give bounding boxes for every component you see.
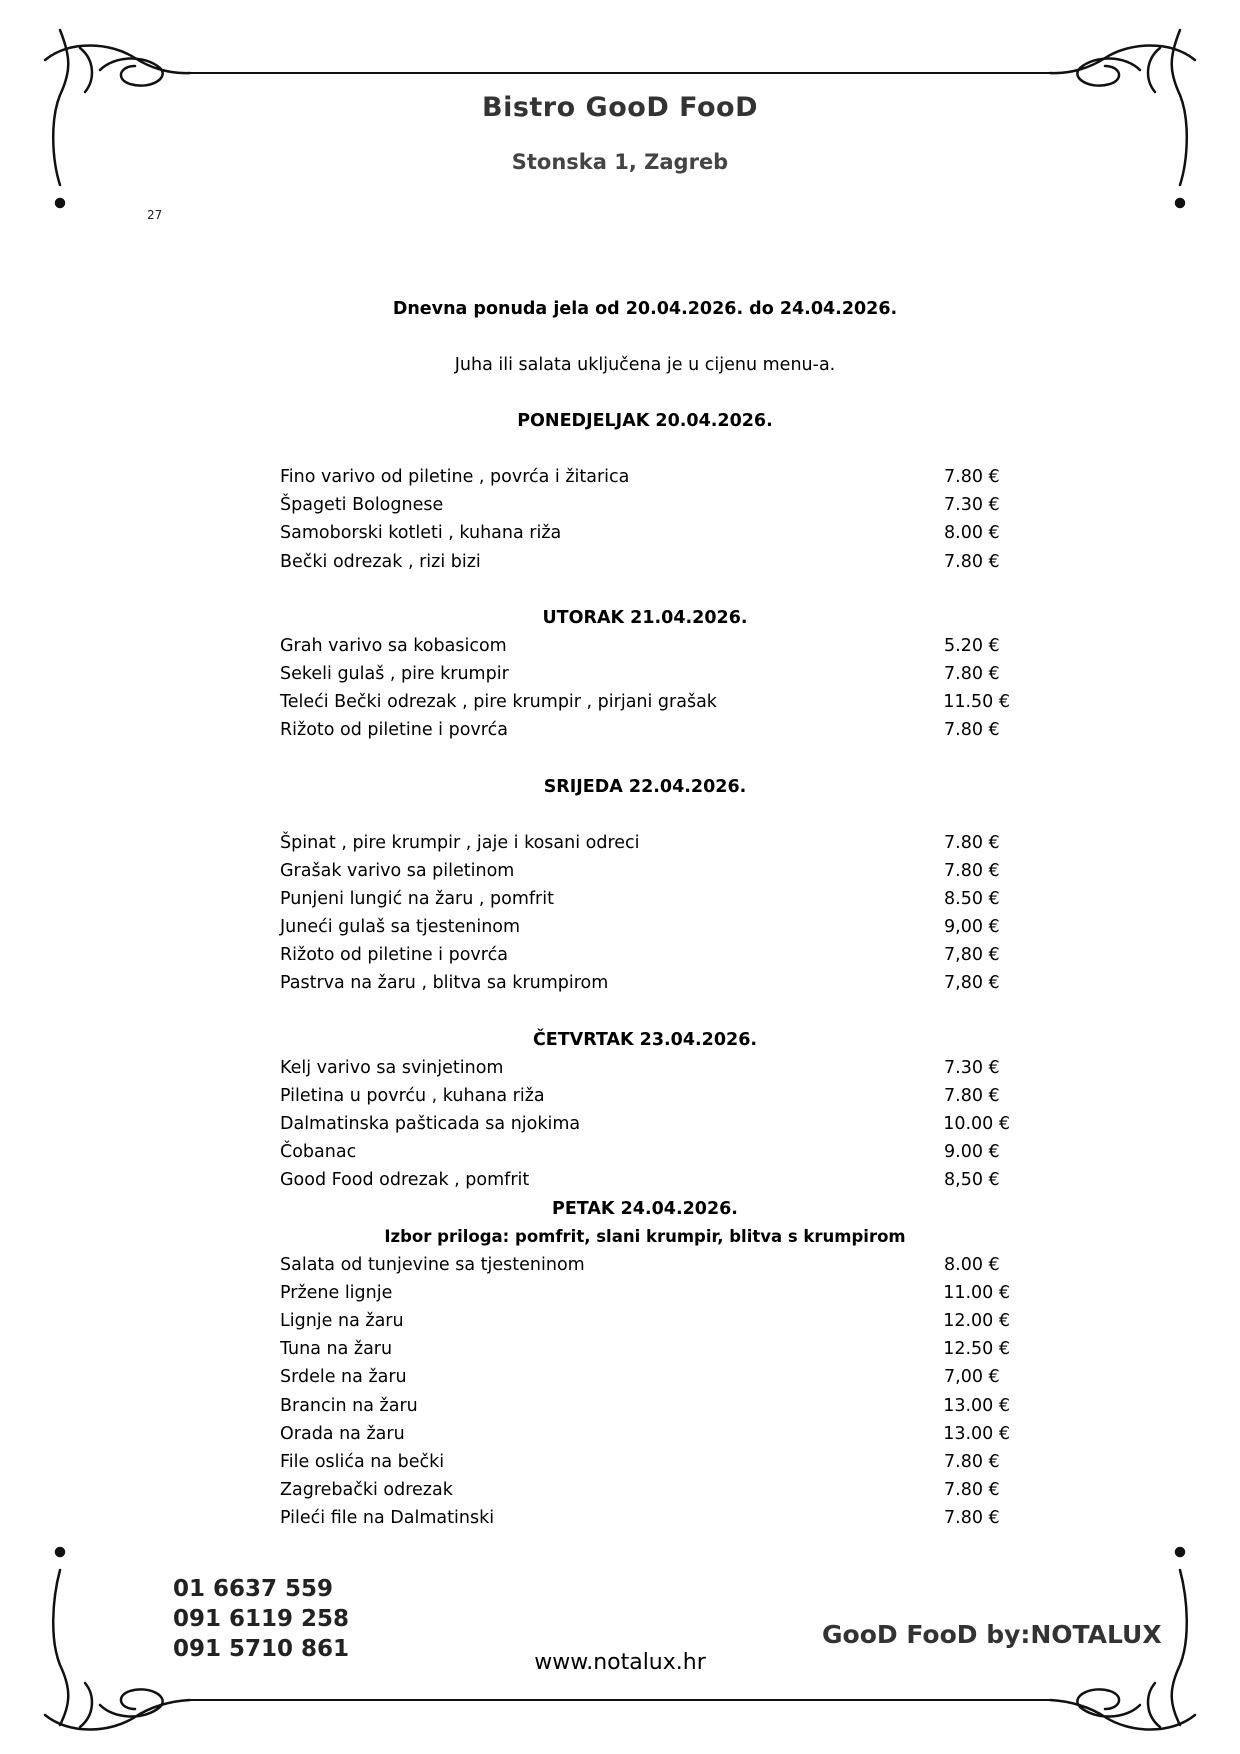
item-name: Punjeni lungić na žaru , pomfrit	[280, 888, 554, 909]
daily-menu	[280, 295, 1010, 1532]
item-price: 7.80 €	[944, 663, 1000, 684]
item-name: Pileći file na Dalmatinski	[280, 1508, 495, 1529]
page-number: 27	[147, 208, 163, 222]
phone-number[interactable]: 01 6637 559	[173, 1576, 334, 1602]
item-price: 7.80 €	[944, 1451, 1000, 1472]
item-name: Špageti Bolognese	[280, 495, 444, 516]
item-price: 11.50 €	[943, 692, 1010, 713]
day-title-friday: PETAK 24.04.2026.	[552, 1198, 738, 1219]
item-name: Salata od tunjevine sa tjesteninom	[280, 1254, 585, 1275]
item-name: Teleći Bečki odrezak , pire krumpir , pirjani grašak	[280, 692, 717, 713]
price-note: Juha ili salata uključena je u cijenu menu-a.	[454, 355, 836, 375]
menu-item	[280, 1082, 1010, 1110]
item-name: Tuna na žaru	[280, 1339, 393, 1360]
item-name: Srdele na žaru	[280, 1367, 407, 1388]
item-name: Bečki odrezak , rizi bizi	[280, 551, 481, 572]
menu-item	[280, 519, 1010, 547]
item-price: 8,50 €	[944, 1170, 1000, 1191]
item-name: File oslića na bečki	[280, 1451, 445, 1472]
menu-item	[280, 857, 1010, 885]
item-name: Kelj varivo sa svinjetinom	[280, 1057, 504, 1078]
item-name: Zagrebački odrezak	[280, 1480, 453, 1501]
menu-item	[280, 1110, 1010, 1138]
offer-heading: Dnevna ponuda jela od 20.04.2026. do 24.04.2026.	[392, 299, 898, 319]
menu-item	[280, 491, 1010, 519]
menu-item	[280, 1420, 1010, 1448]
item-price: 7.80 €	[944, 1508, 1000, 1529]
menu-item	[280, 548, 1010, 576]
website-link[interactable]: www.notalux.hr	[534, 1650, 706, 1675]
item-name: Čobanac	[280, 1142, 357, 1163]
menu-item	[280, 716, 1010, 744]
menu-item	[280, 1138, 1010, 1166]
menu-item	[280, 1166, 1010, 1194]
item-name: Dalmatinska pašticada sa njokima	[280, 1114, 581, 1134]
menu-item	[280, 1504, 1010, 1532]
item-price: 7.80 €	[944, 832, 1000, 853]
menu-item	[280, 1279, 1010, 1307]
item-price: 7.80 €	[944, 1480, 1000, 1501]
item-name: Rižoto od piletine i povrća	[280, 945, 508, 966]
item-price: 7,80 €	[944, 973, 1000, 994]
item-name: Špinat , pire krumpir , jaje i kosani odreci	[280, 832, 640, 853]
day-title-wednesday: SRIJEDA 22.04.2026.	[543, 776, 747, 797]
item-price: 12.50 €	[943, 1339, 1010, 1360]
day-title-monday: PONEDJELJAK 20.04.2026.	[517, 411, 773, 431]
day-title-tuesday: UTORAK 21.04.2026.	[542, 607, 748, 628]
menu-item	[280, 829, 1010, 857]
menu-item	[280, 1054, 1010, 1082]
item-price: 7.80 €	[944, 467, 1000, 487]
brand-logo: GooD FooD by:NOTALUX	[822, 1620, 1162, 1649]
item-price: 13.00 €	[943, 1395, 1010, 1416]
item-price: 9,00 €	[944, 917, 1000, 938]
item-price: 8.50 €	[944, 888, 1000, 909]
item-name: Piletina u povrću , kuhana riža	[280, 1085, 545, 1106]
menu-item	[280, 1363, 1010, 1391]
item-price: 7.80 €	[944, 860, 1000, 881]
menu-item	[280, 632, 1010, 660]
item-name: Good Food odrezak , pomfrit	[280, 1170, 530, 1191]
menu-item	[280, 688, 1010, 716]
item-price: 7,00 €	[944, 1367, 1000, 1388]
item-name: Pastrva na žaru , blitva sa krumpirom	[280, 973, 609, 994]
item-name: Fino varivo od piletine , povrća i žitarica	[280, 467, 630, 487]
menu-item	[280, 1251, 1010, 1279]
day-title-thursday: ČETVRTAK 23.04.2026.	[532, 1029, 758, 1050]
menu-item	[280, 463, 1010, 491]
item-price: 7.80 €	[944, 551, 1000, 572]
menu-item	[280, 660, 1010, 688]
item-price: 7.80 €	[944, 1085, 1000, 1106]
item-name: Grašak varivo sa piletinom	[280, 860, 515, 881]
menu-item	[280, 941, 1010, 969]
item-price: 12.00 €	[943, 1310, 1010, 1331]
menu-item	[280, 1392, 1010, 1420]
menu-item	[280, 969, 1010, 997]
item-price: 9.00 €	[944, 1142, 1000, 1163]
item-name: Orada na žaru	[280, 1423, 405, 1444]
item-name: Juneći gulaš sa tjesteninom	[280, 917, 521, 938]
menu-item	[280, 1448, 1010, 1476]
menu-item	[280, 1476, 1010, 1504]
item-price: 8.00 €	[944, 1254, 1000, 1275]
item-name: Rižoto od piletine i povrća	[280, 720, 508, 741]
item-price: 8.00 €	[944, 523, 1000, 544]
item-price: 5.20 €	[944, 635, 1000, 656]
restaurant-address: Stonska 1, Zagreb	[511, 150, 729, 174]
item-name: Sekeli gulaš , pire krumpir	[280, 663, 509, 684]
item-name: Grah varivo sa kobasicom	[280, 635, 507, 656]
item-name: Samoborski kotleti , kuhana riža	[280, 523, 562, 544]
menu-item	[280, 1307, 1010, 1335]
item-price: 7.30 €	[944, 495, 1000, 516]
item-name: Lignje na žaru	[280, 1310, 404, 1331]
item-price: 13.00 €	[943, 1423, 1010, 1444]
item-name: Brancin na žaru	[280, 1395, 418, 1416]
phone-number[interactable]: 091 5710 861	[173, 1636, 350, 1662]
phone-number[interactable]: 091 6119 258	[173, 1606, 350, 1632]
item-price: 11.00 €	[943, 1282, 1010, 1303]
side-dish-options: Izbor priloga: pomfrit, slani krumpir, blitva s krumpirom	[384, 1226, 906, 1246]
restaurant-title: Bistro GooD FooD	[481, 92, 758, 123]
menu-item	[280, 1335, 1010, 1363]
item-price: 7.80 €	[944, 720, 1000, 741]
item-price: 10.00 €	[943, 1114, 1010, 1134]
menu-item	[280, 885, 1010, 913]
item-price: 7.30 €	[944, 1057, 1000, 1078]
item-price: 7,80 €	[944, 945, 1000, 966]
item-name: Pržene lignje	[280, 1282, 393, 1303]
menu-item	[280, 913, 1010, 941]
